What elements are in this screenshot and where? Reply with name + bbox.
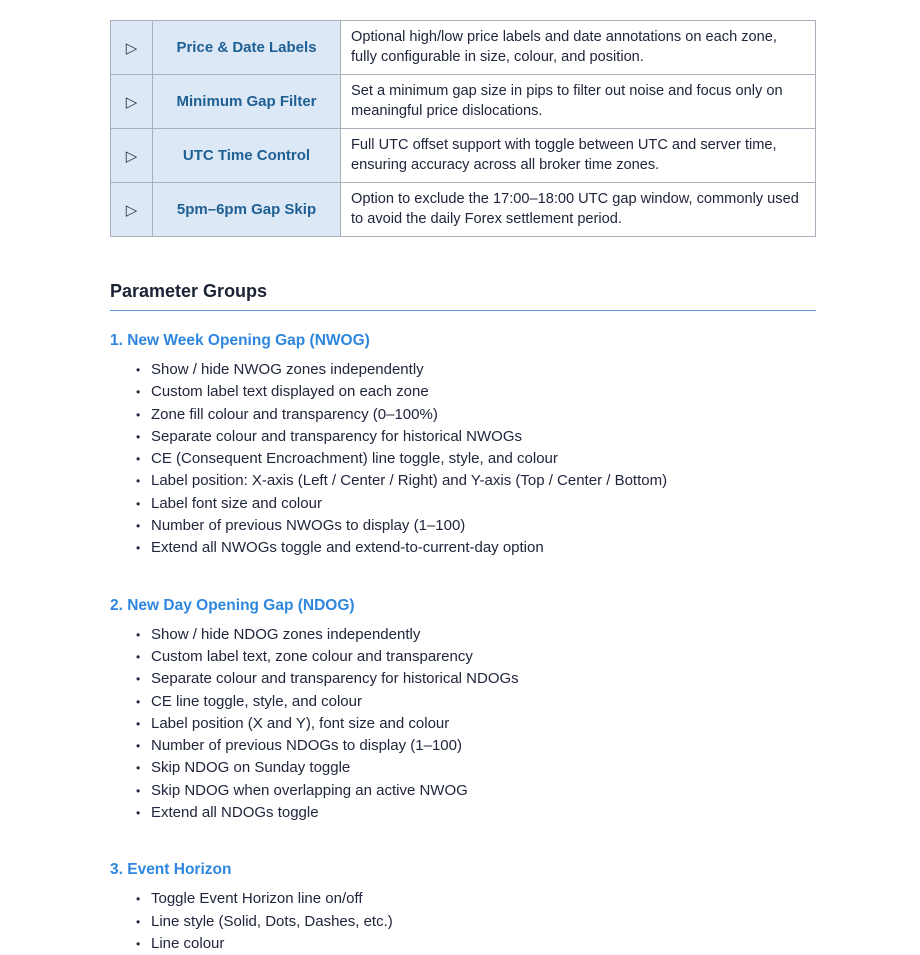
- list-item: • Extend all NDOGs toggle: [136, 802, 816, 824]
- list-item: • Separate colour and transparency for historical NDOGs: [136, 668, 816, 690]
- feature-description: Set a minimum gap size in pips to filter out noise and focus only on meaningful price dislocations.: [341, 75, 816, 129]
- section-title: 2. New Day Opening Gap (NDOG): [110, 596, 355, 614]
- feature-description: Full UTC offset support with toggle between UTC and server time, ensuring accuracy across all broker time zones.: [341, 129, 816, 183]
- list-item: • Line colour: [136, 933, 816, 955]
- section-bullet-list: [110, 888, 816, 955]
- list-item: • Number of previous NDOGs to display (1–100): [136, 735, 816, 757]
- list-item: • Number of previous NWOGs to display (1–100): [136, 515, 816, 537]
- play-triangle-icon: ▷: [111, 129, 153, 183]
- list-item: • Separate colour and transparency for historical NWOGs: [136, 426, 816, 448]
- list-item: • Show / hide NDOG zones independently: [136, 624, 816, 646]
- list-item: • Extend all NWOGs toggle and extend-to-current-day option: [136, 537, 816, 559]
- list-item: • CE (Consequent Encroachment) line toggle, style, and colour: [136, 448, 816, 470]
- feature-label: Minimum Gap Filter: [153, 75, 341, 129]
- list-item: • Custom label text displayed on each zone: [136, 381, 816, 403]
- document-page: [110, 0, 816, 955]
- table-row: [111, 183, 816, 237]
- feature-label: Price & Date Labels: [153, 21, 341, 75]
- section-nwog: [110, 332, 816, 560]
- list-item: • Zone fill colour and transparency (0–100%): [136, 404, 816, 426]
- play-triangle-icon: ▷: [111, 183, 153, 237]
- section-event-horizon: [110, 861, 816, 955]
- section-title: 1. New Week Opening Gap (NWOG): [110, 332, 370, 349]
- list-item: • Label font size and colour: [136, 493, 816, 515]
- section-ndog: [110, 597, 816, 825]
- table-row: [111, 21, 816, 75]
- feature-label: 5pm–6pm Gap Skip: [153, 183, 341, 237]
- list-item: • Show / hide NWOG zones independently: [136, 359, 816, 381]
- parameter-groups-heading: Parameter Groups: [110, 281, 816, 311]
- table-row: [111, 129, 816, 183]
- play-triangle-icon: ▷: [111, 75, 153, 129]
- play-triangle-icon: ▷: [111, 21, 153, 75]
- section-title: 3. Event Horizon: [110, 861, 232, 879]
- list-item: • Toggle Event Horizon line on/off: [136, 888, 816, 910]
- list-item: • Custom label text, zone colour and transparency: [136, 646, 816, 668]
- list-item: • Label position (X and Y), font size and colour: [136, 713, 816, 735]
- list-item: • Skip NDOG on Sunday toggle: [136, 757, 816, 779]
- feature-label: UTC Time Control: [153, 129, 341, 183]
- feature-table: [110, 20, 816, 237]
- list-item: • Label position: X-axis (Left / Center / Right) and Y-axis (Top / Center / Bottom): [136, 470, 816, 492]
- section-bullet-list: [110, 624, 816, 825]
- feature-description: Optional high/low price labels and date annotations on each zone, fully configurable in size, colour, and position.: [341, 21, 816, 75]
- list-item: • Skip NDOG when overlapping an active NWOG: [136, 780, 816, 802]
- list-item: • CE line toggle, style, and colour: [136, 691, 816, 713]
- feature-description: Option to exclude the 17:00–18:00 UTC gap window, commonly used to avoid the daily Forex settlement period.: [341, 183, 816, 237]
- list-item: • Line style (Solid, Dots, Dashes, etc.): [136, 911, 816, 933]
- section-bullet-list: [110, 359, 816, 560]
- table-row: [111, 75, 816, 129]
